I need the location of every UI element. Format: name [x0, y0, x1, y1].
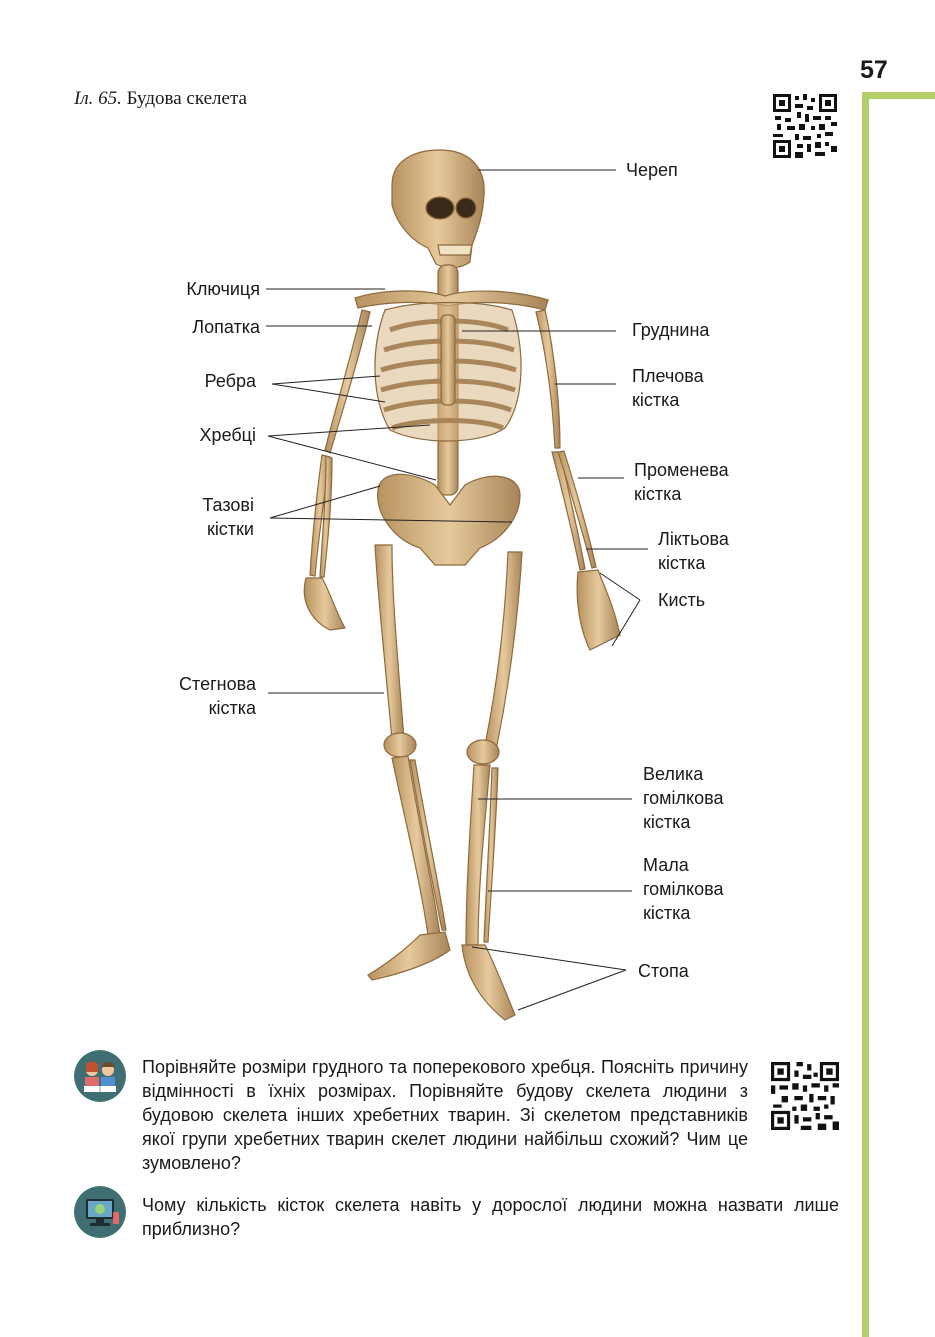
label-clavicle: Ключиця — [186, 279, 260, 299]
label-fibula-1: Мала — [643, 855, 689, 875]
label-pelvis-2: кістки — [206, 519, 254, 539]
label-femur-1: Стегнова — [179, 674, 256, 694]
label-humerus-1: Плечова — [632, 366, 704, 386]
task-1-text: Порівняйте розміри грудного та поперекового хребця. Поясніть причину відмінності в їхніх розмірах. Порівняйте будову скелета людини з будовою скелета інших хребетних тварин. Зі скелетом представників якої групи хребетних тварин скелет людини найбільш схожий? Чим це зумовлено? — [142, 1057, 748, 1173]
label-skull: Череп — [626, 160, 678, 180]
label-vertebrae: Хребці — [199, 425, 256, 445]
label-foot: Стопа — [638, 961, 689, 981]
label-pelvis-1: Тазові — [202, 495, 254, 515]
label-ribs: Ребра — [204, 371, 256, 391]
label-ulna-1: Ліктьова — [658, 529, 729, 549]
label-sternum: Груднина — [632, 320, 710, 340]
label-scapula: Лопатка — [192, 317, 260, 337]
students-reading-icon — [74, 1050, 126, 1102]
label-ulna-2: кістка — [658, 553, 706, 573]
label-tibia-1: Велика — [643, 764, 704, 784]
label-tibia-3: кістка — [643, 812, 691, 832]
label-femur-2: кістка — [208, 698, 256, 718]
computer-globe-icon — [74, 1186, 126, 1238]
qr-code-icon[interactable] — [771, 1062, 839, 1130]
label-humerus-2: кістка — [632, 390, 680, 410]
caption-title: Будова скелета — [126, 88, 247, 109]
label-hand: Кисть — [658, 590, 706, 610]
label-radius-2: кістка — [634, 484, 682, 504]
caption-prefix: Іл. 65. — [74, 88, 122, 109]
task-2-text: Чому кількість кісток скелета навіть у дорослої людини можна назвати лише приблизно? — [142, 1195, 839, 1239]
page-number: 57 — [860, 56, 888, 84]
label-fibula-2: гомілкова — [643, 879, 724, 899]
label-radius-1: Променева — [634, 460, 729, 480]
label-tibia-2: гомілкова — [643, 788, 724, 808]
label-fibula-3: кістка — [643, 903, 691, 923]
